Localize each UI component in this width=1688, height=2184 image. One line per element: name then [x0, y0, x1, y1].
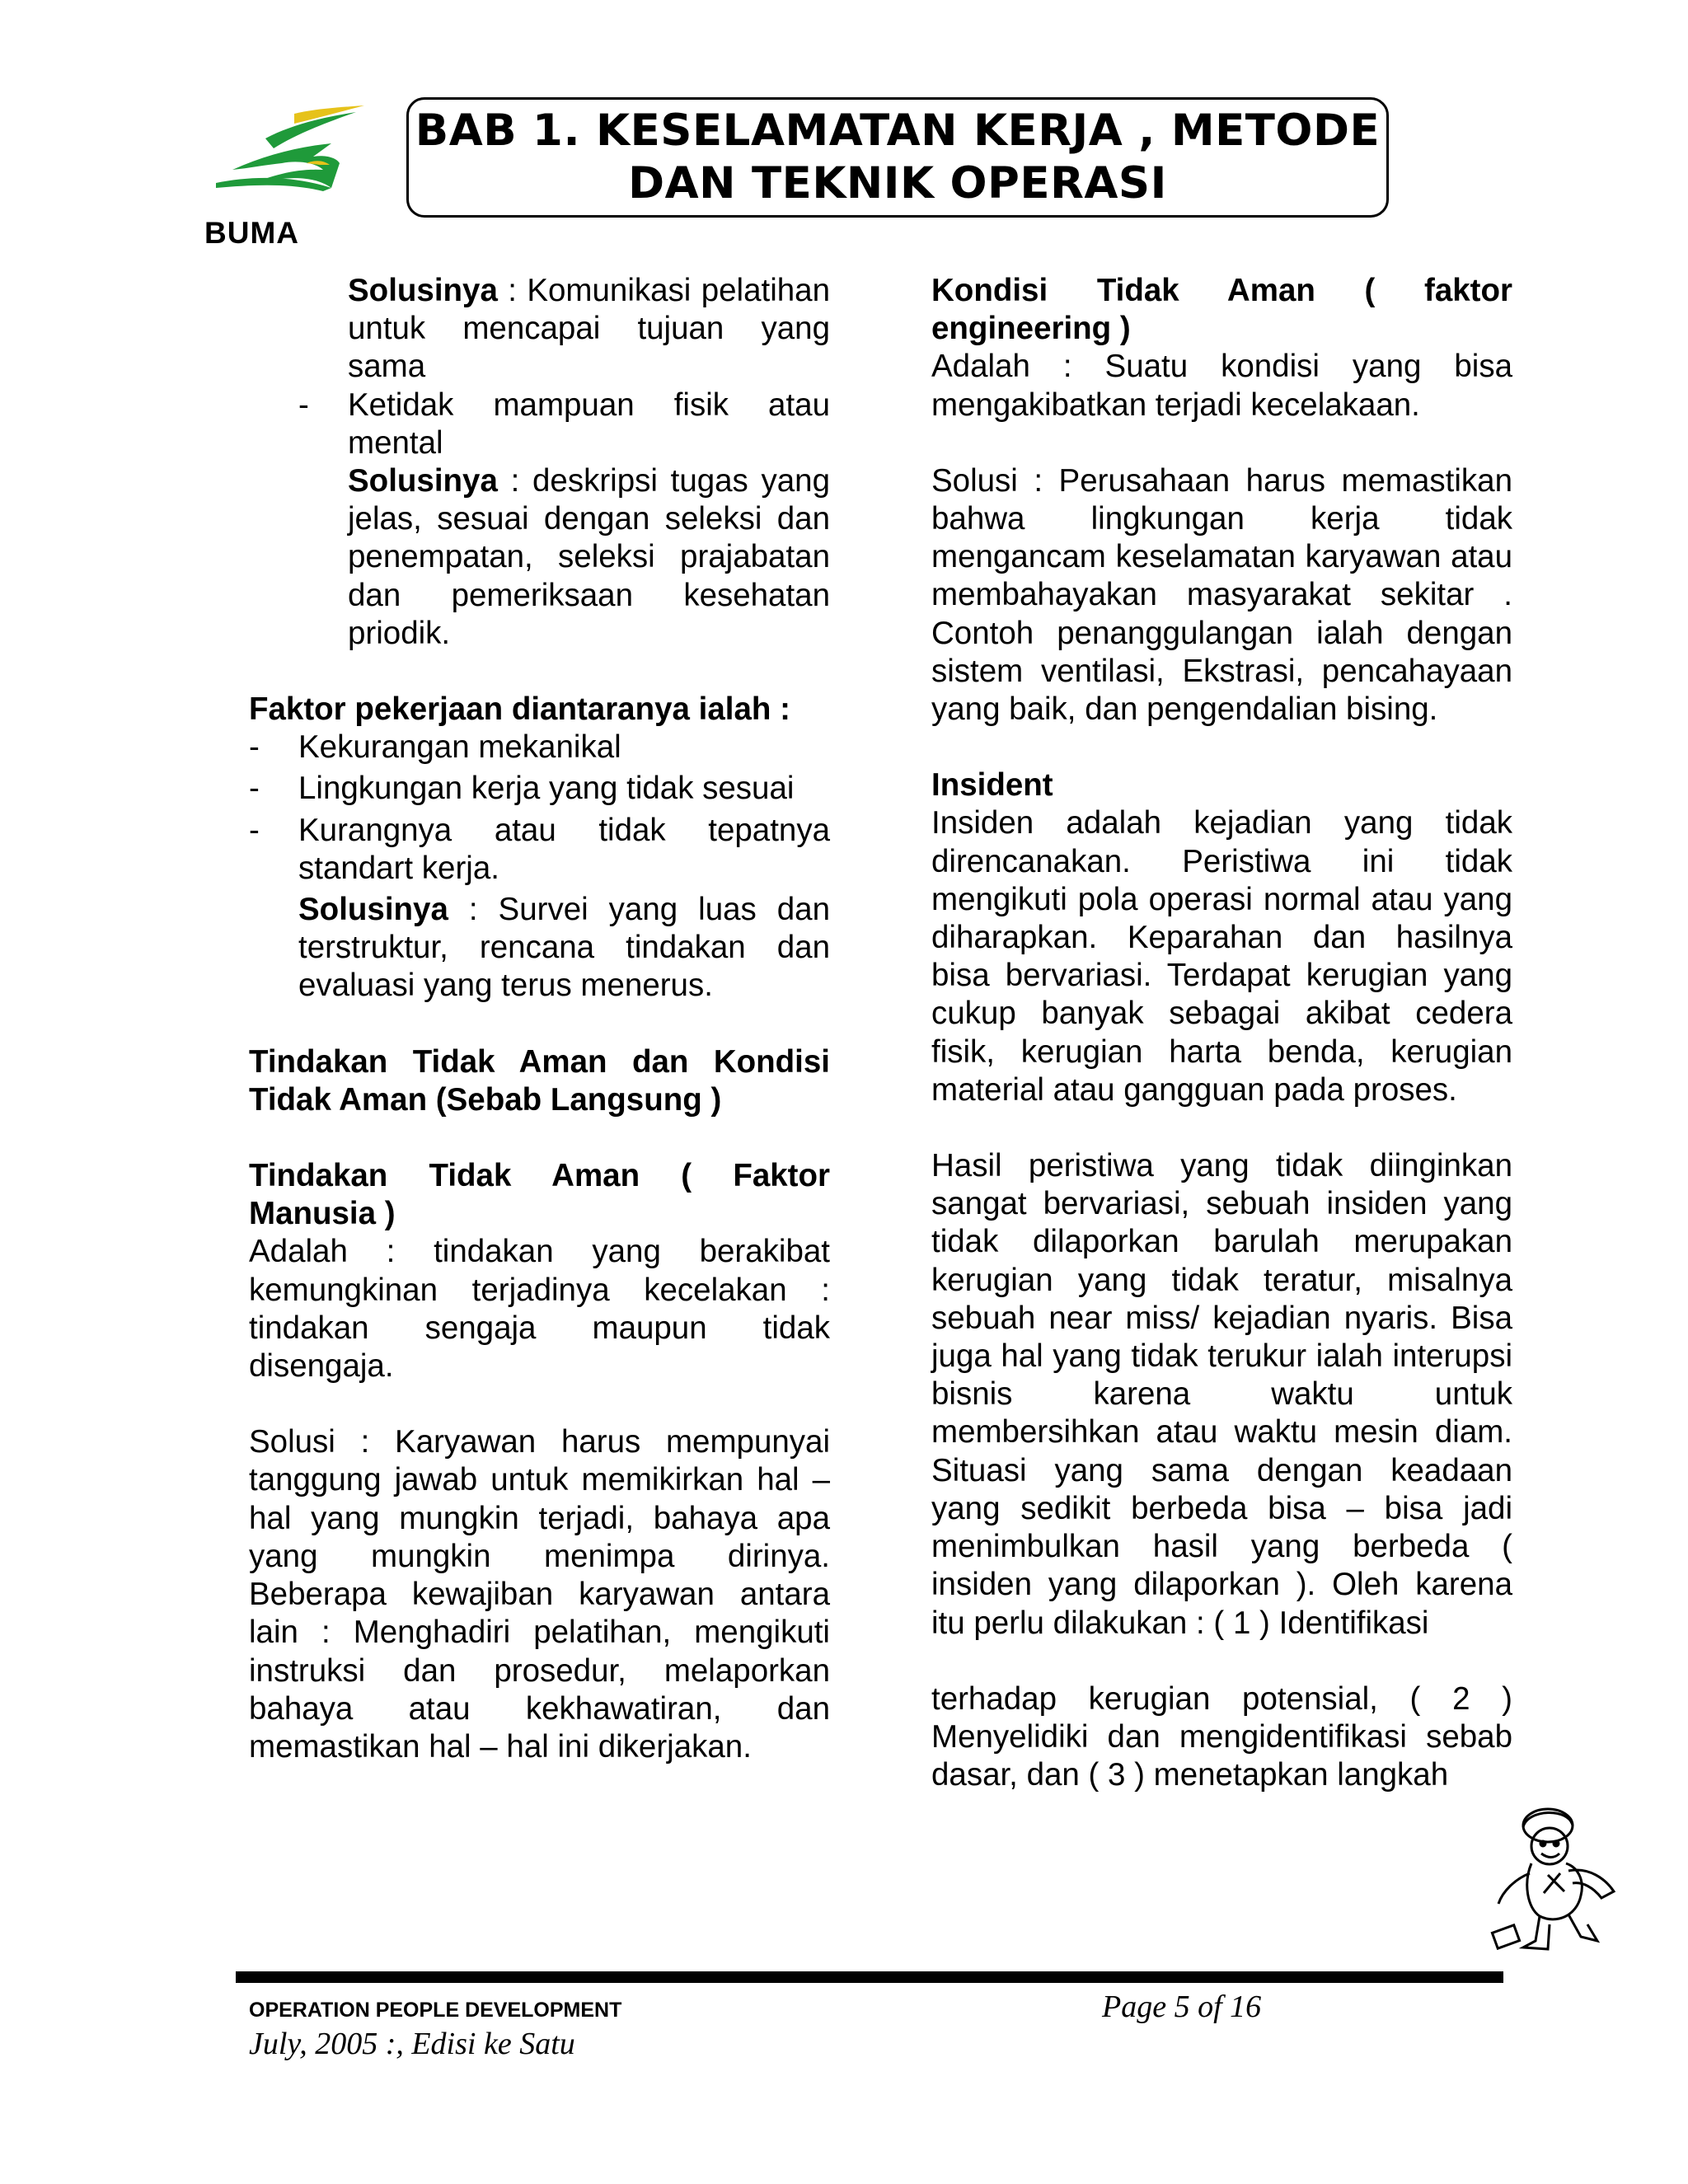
solution-text: : deskripsi tugas yang jelas, sesuai dengan seleksi dan penempatan, seleksi prajabatan dan pemeriksaan kesehatan priodik. — [348, 463, 830, 651]
page-number: Page 5 of 16 — [1102, 1990, 1262, 2024]
list-item: - Ketidak mampuan fisik atau mental — [298, 387, 830, 461]
solution-label: Solusinya — [298, 892, 448, 928]
list-item-text: Ketidak mampuan fisik atau mental — [348, 387, 830, 461]
solution-communication — [249, 272, 830, 387]
section-heading-kondisi-tidak-aman: Kondisi Tidak Aman ( faktor engineering ) — [931, 273, 1512, 347]
list-item-text: Kurangnya atau tidak tepatnya standart kerja. — [298, 812, 830, 886]
worker-mascot-icon — [1490, 1801, 1630, 1957]
list-item: - Kekurangan mekanikal — [249, 729, 621, 766]
section-heading-faktor-manusia: Tindakan Tidak Aman ( Faktor Manusia ) — [249, 1158, 830, 1232]
solution-label: Solusinya — [348, 273, 498, 308]
solution-text: : Komunikasi pelatihan untuk mencapai tujuan yang sama — [348, 273, 830, 385]
right-column — [931, 272, 1512, 1794]
chapter-title-line-1: BAB 1. KESELAMATAN KERJA , METODE — [415, 105, 1381, 156]
footer-edition-date: July, 2005 :, Edisi ke Satu — [249, 2027, 575, 2061]
section-heading-tindakan-kondisi: Tindakan Tidak Aman dan Kondisi Tidak Aman (Sebab Langsung ) — [249, 1043, 830, 1118]
list-item: - Lingkungan kerja yang tidak sesuai — [249, 771, 795, 807]
section-heading-faktor-pekerjaan: Faktor pekerjaan diantaranya ialah : — [249, 691, 790, 728]
paragraph-definition: Adalah : tindakan yang berakibat kemungkinan terjadinya kecelakan : tindakan sengaja maupun tidak disengaja. — [249, 1234, 830, 1385]
solution-job-description — [249, 462, 830, 653]
brand-name: BUMA — [204, 216, 299, 250]
list-item-text: Lingkungan kerja yang tidak sesuai — [298, 771, 795, 807]
section-heading-insident: Insident — [931, 767, 1053, 804]
list-item: - Kurangnya atau tidak tepatnya standart kerja. — [249, 812, 830, 886]
solution-survey — [249, 891, 830, 1005]
paragraph-solution-karyawan: Solusi : Karyawan harus mempunyai tanggung jawab untuk memikirkan hal – hal yang mungkin terjadi, bahaya apa yang mungkin menimpa dirinya. Beberapa kewajiban karyawan antara lain : Menghadiri pelatihan, mengikuti instruksi dan prosedur, melaporkan bahaya atau kekhawatiran, dan memastikan hal – hal ini dikerjakan. — [249, 1424, 830, 1765]
paragraph-definition: Adalah : Suatu kondisi yang bisa mengakibatkan terjadi kecelakaan. — [931, 349, 1512, 423]
paragraph-solution-perusahaan: Solusi : Perusahaan harus memastikan bahwa lingkungan kerja tidak mengancam keselamatan karyawan atau membahayakan masyarakat sekitar . Contoh penanggulangan ialah dengan sistem ventilasi, Ekstrasi, pencahayaan yang baik, dan pengendalian bising. — [931, 462, 1512, 728]
chapter-title-line-2: DAN TEKNIK OPERASI — [628, 158, 1167, 209]
chapter-title-box — [406, 97, 1389, 218]
buma-logo — [216, 105, 368, 196]
solution-label: Solusinya — [348, 463, 498, 499]
left-column — [249, 272, 830, 1766]
list-item-text: Kekurangan mekanikal — [298, 729, 621, 766]
footer-organization: OPERATION PEOPLE DEVELOPMENT — [249, 1999, 622, 2022]
footer-rule — [236, 1971, 1503, 1983]
paragraph-insident: Insiden adalah kejadian yang tidak direncanakan. Peristiwa ini tidak mengikuti pola operasi normal atau yang diharapkan. Keparahan dan hasilnya bisa bervariasi. Terdapat kerugian yang cukup banyak sebagai akibat cedera fisik, kerugian harta benda, kerugian material atau gangguan pada proses. — [931, 805, 1512, 1108]
solution-text: : Survei yang luas dan terstruktur, rencana tindakan dan evaluasi yang terus menerus. — [298, 892, 830, 1004]
paragraph-hasil-peristiwa: Hasil peristiwa yang tidak diinginkan sangat bervariasi, sebuah insiden yang tidak dilaporkan barulah merupakan kerugian yang tidak teratur, misalnya sebuah near miss/ kejadian nyaris. Bisa juga hal yang tidak terukur ialah interupsi bisnis karena waktu untuk membersihkan atau waktu mesin diam. Situasi yang sama dengan keadaan yang sedikit berbeda bisa – bisa jadi menimbulkan hasil yang berbeda ( insiden yang dilaporkan ). Oleh karena itu perlu dilakukan : ( 1 ) Identifikasi — [931, 1148, 1512, 1641]
paragraph-terhadap-kerugian: terhadap kerugian potensial, ( 2 ) Menyelidiki dan mengidentifikasi sebab dasar, dan ( 3 ) menetapkan langkah — [931, 1680, 1512, 1793]
